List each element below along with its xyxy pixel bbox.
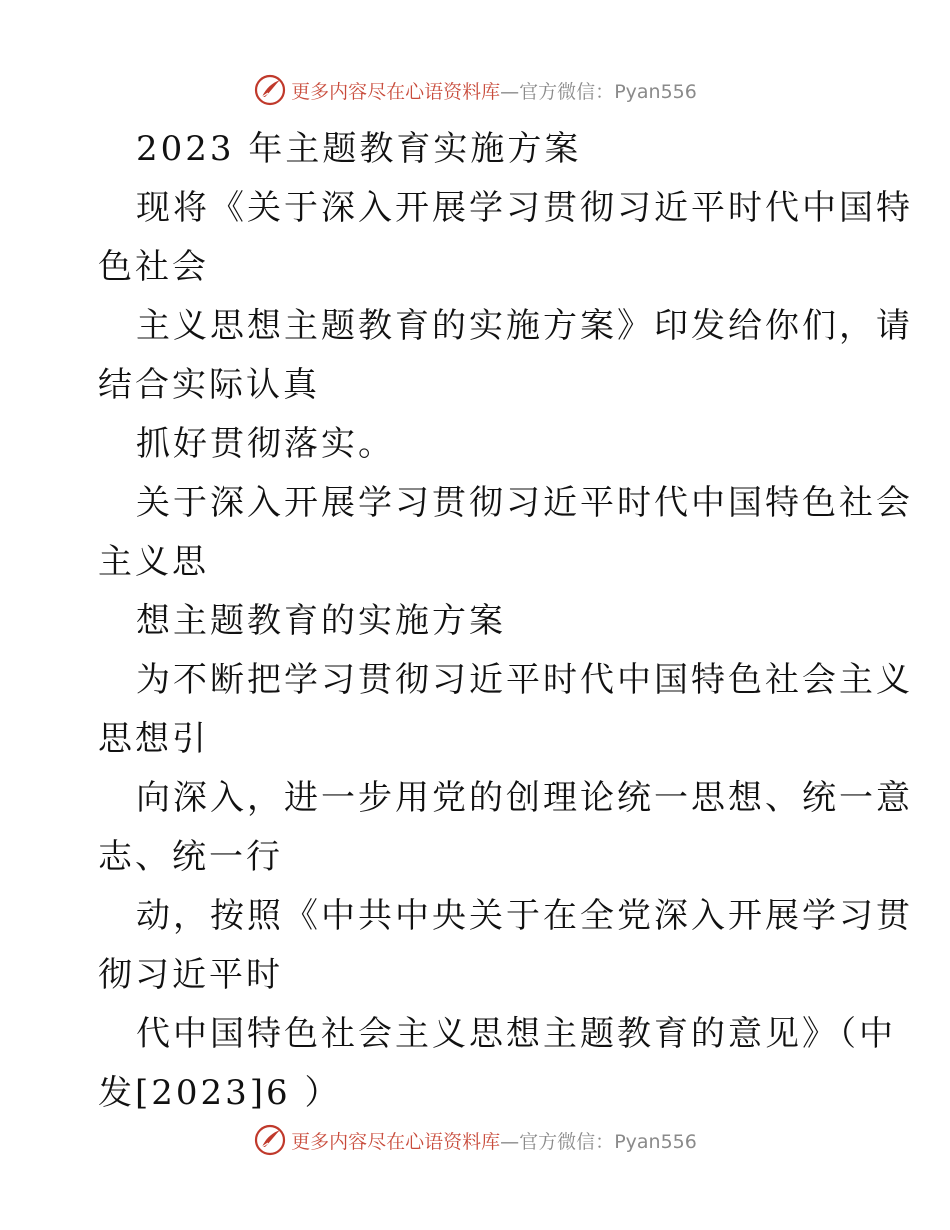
- document-body: [98, 120, 913, 1123]
- watermark-suffix: 官方微信：: [519, 1130, 615, 1153]
- quill-seal-icon: [253, 73, 287, 107]
- watermark-prefix: 更多内容尽在心语资料库: [291, 1130, 501, 1153]
- body-line: 关于深入开展学习贯彻习近平时代中国特色社会: [136, 483, 913, 523]
- body-line: 彻习近平时: [98, 955, 283, 995]
- quill-seal-icon: [253, 1123, 287, 1157]
- watermark-separator: —: [500, 1130, 520, 1153]
- body-line: 抓好贯彻落实。: [136, 424, 395, 464]
- document-title: 2023 年主题教育实施方案: [136, 129, 582, 169]
- body-line: 结合实际认真: [98, 365, 320, 405]
- watermark-text: [291, 1127, 697, 1154]
- body-line: 主义思想主题教育的实施方案》印发给你们，请: [136, 306, 913, 346]
- footer-watermark: [0, 1120, 950, 1160]
- body-line: 色社会: [98, 247, 209, 287]
- body-line: 动，按照《中共中央关于在全党深入开展学习贯: [136, 896, 913, 936]
- body-line: 为不断把学习贯彻习近平时代中国特色社会主义: [136, 660, 913, 700]
- body-line: 现将《关于深入开展学习贯彻习近平时代中国特: [136, 188, 913, 228]
- watermark-prefix: 更多内容尽在心语资料库: [291, 80, 501, 103]
- body-line: 发[2023]6 ）: [98, 1073, 342, 1113]
- body-line: 代中国特色社会主义思想主题教育的意见》（中: [136, 1014, 896, 1054]
- body-line: 向深入，进一步用党的创理论统一思想、统一意: [136, 778, 913, 818]
- header-watermark: [0, 70, 950, 110]
- watermark-wechat-id: Pyan556: [614, 80, 697, 103]
- watermark-separator: —: [500, 80, 520, 103]
- watermark-text: [291, 77, 697, 104]
- body-line: 志、统一行: [98, 837, 283, 877]
- body-line: 主义思: [98, 542, 209, 582]
- watermark-wechat-id: Pyan556: [614, 1130, 697, 1153]
- watermark-suffix: 官方微信：: [519, 80, 615, 103]
- body-line: 想主题教育的实施方案: [136, 601, 506, 641]
- body-line: 思想引: [98, 719, 209, 759]
